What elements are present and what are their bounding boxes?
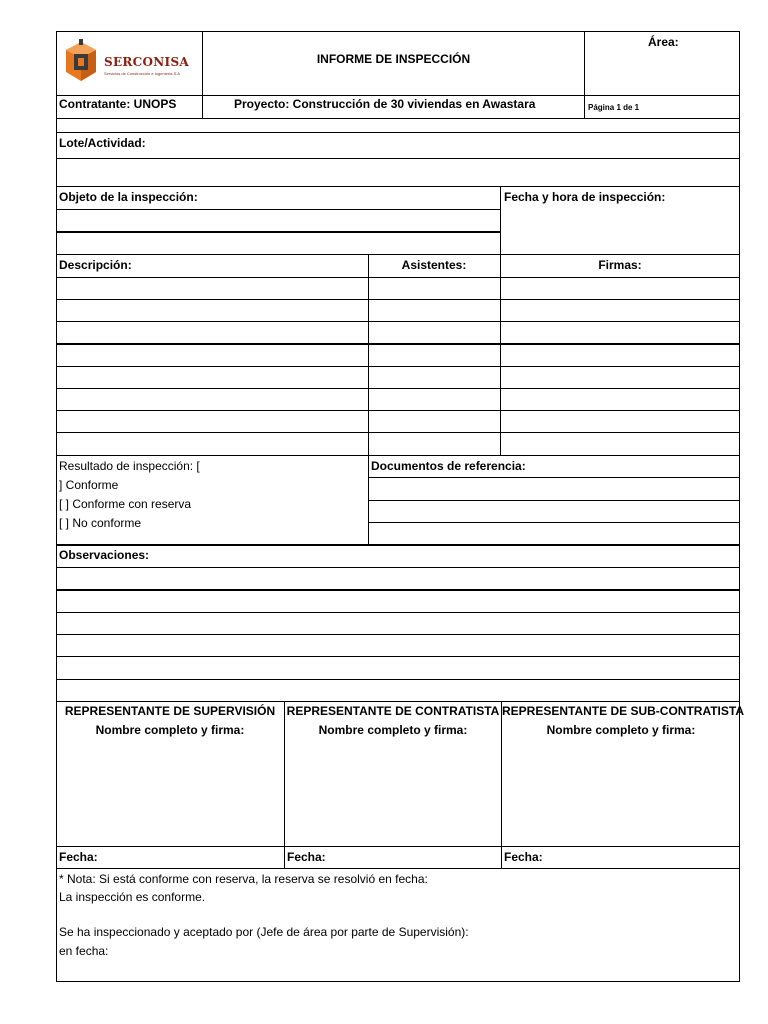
- resultado-line-2: ] Conforme: [59, 478, 119, 492]
- fecha-hora-label: Fecha y hora de inspección:: [504, 190, 666, 204]
- resultado-line-1: Resultado de inspección: [: [59, 459, 200, 473]
- proyecto-label: Proyecto: Construcción de 30 viviendas en Awastara: [234, 97, 536, 111]
- company-subtitle: Servicios de Construcción e Ingeniería S.A: [104, 71, 181, 76]
- inspection-form: [56, 31, 745, 981]
- firmas-header: Firmas:: [598, 258, 642, 272]
- company-name: SERCONISA: [104, 55, 190, 69]
- documentos-label: Documentos de referencia:: [371, 459, 526, 473]
- note-line-4: en fecha:: [59, 944, 109, 958]
- fecha-supervision: Fecha:: [59, 850, 98, 864]
- lote-label: Lote/Actividad:: [59, 136, 146, 150]
- objeto-label: Objeto de la inspección:: [59, 190, 198, 204]
- asistentes-header: Asistentes:: [401, 258, 467, 272]
- form-title: INFORME DE INSPECCIÓN: [316, 52, 471, 66]
- area-label: Área:: [648, 35, 679, 49]
- rep-contratista-sub: Nombre completo y firma:: [318, 723, 468, 737]
- serconisa-logo-icon: [63, 39, 99, 85]
- descripcion-header: Descripción:: [59, 258, 132, 272]
- note-line-3: Se ha inspeccionado y aceptado por (Jefe de área por parte de Supervisión):: [59, 925, 469, 939]
- observaciones-label: Observaciones:: [59, 548, 150, 562]
- fecha-subcontratista: Fecha:: [504, 850, 543, 864]
- company-logo: [60, 35, 200, 91]
- rep-supervision-sub: Nombre completo y firma:: [95, 723, 245, 737]
- note-line-1: * Nota: Si está conforme con reserva, la reserva se resolvió en fecha:: [59, 872, 428, 886]
- contratante-label: Contratante: UNOPS: [59, 97, 177, 111]
- resultado-line-4: [ ] No conforme: [59, 516, 142, 530]
- resultado-line-3: [ ] Conforme con reserva: [59, 497, 192, 511]
- rep-subcontratista-title: REPRESENTANTE DE SUB-CONTRATISTA: [502, 704, 745, 718]
- fecha-contratista: Fecha:: [287, 850, 326, 864]
- note-line-2: La inspección es conforme.: [59, 890, 206, 904]
- rep-subcontratista-sub: Nombre completo y firma:: [546, 723, 696, 737]
- page-number: Página 1 de 1: [588, 103, 640, 112]
- rep-supervision-title: REPRESENTANTE DE SUPERVISIÓN: [64, 704, 276, 718]
- rep-contratista-title: REPRESENTANTE DE CONTRATISTA: [286, 704, 500, 718]
